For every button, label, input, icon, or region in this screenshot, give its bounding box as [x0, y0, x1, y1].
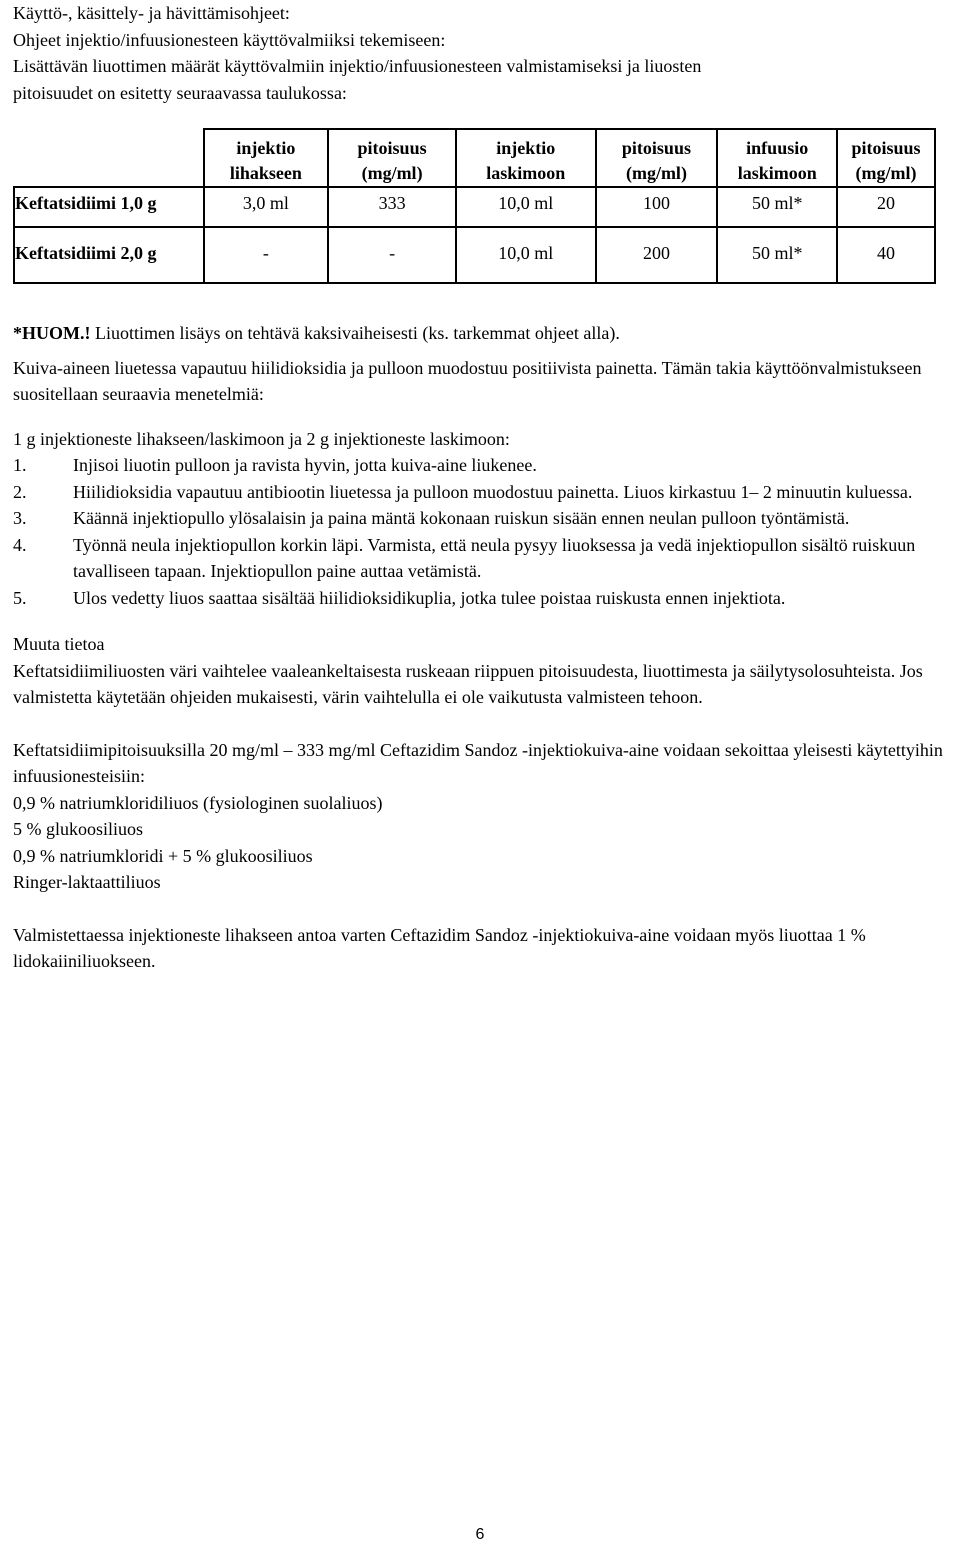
- table-row: [14, 187, 935, 227]
- solution-item: 5 % glukoosiliuos: [13, 819, 144, 839]
- table-header-row: [14, 129, 935, 187]
- table-row: [14, 227, 935, 283]
- table-cell: -: [204, 227, 329, 283]
- pressure-paragraph: Kuiva-aineen liuetessa vapautuu hiilidioksidia ja pulloon muodostuu positiivista painetta. Tämän takia käyttöönvalmistukseen suositellaan seuraavia menetelmiä:: [13, 357, 922, 404]
- table-cell: 333: [328, 187, 456, 227]
- solution-item: Ringer-laktaattiliuos: [13, 872, 161, 892]
- table-cell: 50 ml*: [717, 187, 837, 227]
- intro-text-line1: Lisättävän liuottimen määrät käyttövalmiin injektio/infuusionesteen valmistamiseksi ja liuosten: [13, 56, 702, 76]
- table-header-cell: pitoisuus (mg/ml): [837, 129, 935, 187]
- document-page: [13, 0, 948, 971]
- table-cell: 10,0 ml: [456, 227, 596, 283]
- page-number: 6: [475, 1526, 485, 1543]
- compatibility-intro: Keftatsidiimipitoisuuksilla 20 mg/ml – 333 mg/ml Ceftazidim Sandoz -injektiokuiva-aine voidaan sekoittaa yleisesti käytettyihin infuusionesteisiin:: [13, 739, 943, 786]
- table-header-cell: pitoisuus (mg/ml): [596, 129, 718, 187]
- heading-preparation: Ohjeet injektio/infuusionesteen käyttövalmiiksi tekemiseen:: [13, 29, 446, 50]
- method-intro: 1 g injektioneste lihakseen/laskimoon ja 2 g injektioneste laskimoon:: [13, 428, 510, 449]
- table-cell: 20: [837, 187, 935, 227]
- table-cell: 40: [837, 227, 935, 283]
- lidocaine-note: Valmistettaessa injektioneste lihakseen antoa varten Ceftazidim Sandoz -injektiokuiva-aine voidaan myös liuottaa 1 % lidokaiiniliuokseen.: [13, 924, 866, 971]
- list-item: 2. Hiilidioksidia vapautuu antibiootin liuetessa ja pulloon muodostuu painetta. Liuos kirkastuu 1– 2 minuutin kuluessa.: [13, 481, 913, 502]
- table-cell: 3,0 ml: [204, 187, 329, 227]
- heading-usage-instructions: Käyttö-, käsittely- ja hävittämisohjeet:: [13, 3, 290, 23]
- list-item: 1. Injisoi liuotin pulloon ja ravista hyvin, jotta kuiva-aine liukenee.: [13, 455, 537, 475]
- list-item: 5. Ulos vedetty liuos saattaa sisältää hiilidioksidikuplia, jotka tulee poistaa ruiskusta ennen injektiota.: [13, 587, 786, 608]
- huom-note: [13, 320, 948, 347]
- table-corner-cell: [14, 129, 204, 187]
- steps-list: [13, 452, 948, 611]
- dilution-table: [13, 128, 936, 284]
- solution-item: 0,9 % natriumkloridiliuos (fysiologinen suolaliuos): [13, 792, 383, 813]
- intro-text-line2: pitoisuudet on esitetty seuraavassa taulukossa:: [13, 82, 347, 103]
- table-cell: -: [328, 227, 456, 283]
- row-label: Keftatsidiimi 2,0 g: [14, 227, 204, 283]
- table-header-cell: infuusio laskimoon: [717, 129, 837, 187]
- solution-item: 0,9 % natriumkloridi + 5 % glukoosiliuos: [13, 845, 313, 866]
- table-cell: 10,0 ml: [456, 187, 596, 227]
- table-cell: 200: [596, 227, 718, 283]
- row-label: Keftatsidiimi 1,0 g: [14, 187, 204, 227]
- other-info-text: Keftatsidiimiliuosten väri vaihtelee vaaleankeltaisesta ruskeaan riippuen pitoisuudesta, liuottimesta ja säilytysolosuhteista. Jos valmistetta käytetään ohjeiden mukaisesti, värin vaihtelulla ei ole vaikutusta valmisteen tehoon.: [13, 660, 923, 707]
- table-header-cell: pitoisuus (mg/ml): [328, 129, 456, 187]
- table-cell: 100: [596, 187, 718, 227]
- table-header-cell: injektio lihakseen: [204, 129, 329, 187]
- list-item: 4. Työnnä neula injektiopullon korkin läpi. Varmista, että neula pysyy liuoksessa ja vedä injektiopullon sisältö ruiskuun tavalliseen tapaan. Injektiopullon paine auttaa vetämistä.: [13, 534, 916, 581]
- instructions-body: [13, 320, 948, 975]
- table-cell: 50 ml*: [717, 227, 837, 283]
- huom-label: *HUOM.!: [13, 323, 91, 343]
- huom-text: Liuottimen lisäys on tehtävä kaksivaiheisesti (ks. tarkemmat ohjeet alla).: [90, 323, 620, 343]
- list-item: 3. Käännä injektiopullo ylösalaisin ja paina mäntä kokonaan ruiskun sisään ennen neulan pulloon työntämistä.: [13, 508, 850, 528]
- other-info-title: Muuta tietoa: [13, 634, 105, 654]
- table-header-cell: injektio laskimoon: [456, 129, 596, 187]
